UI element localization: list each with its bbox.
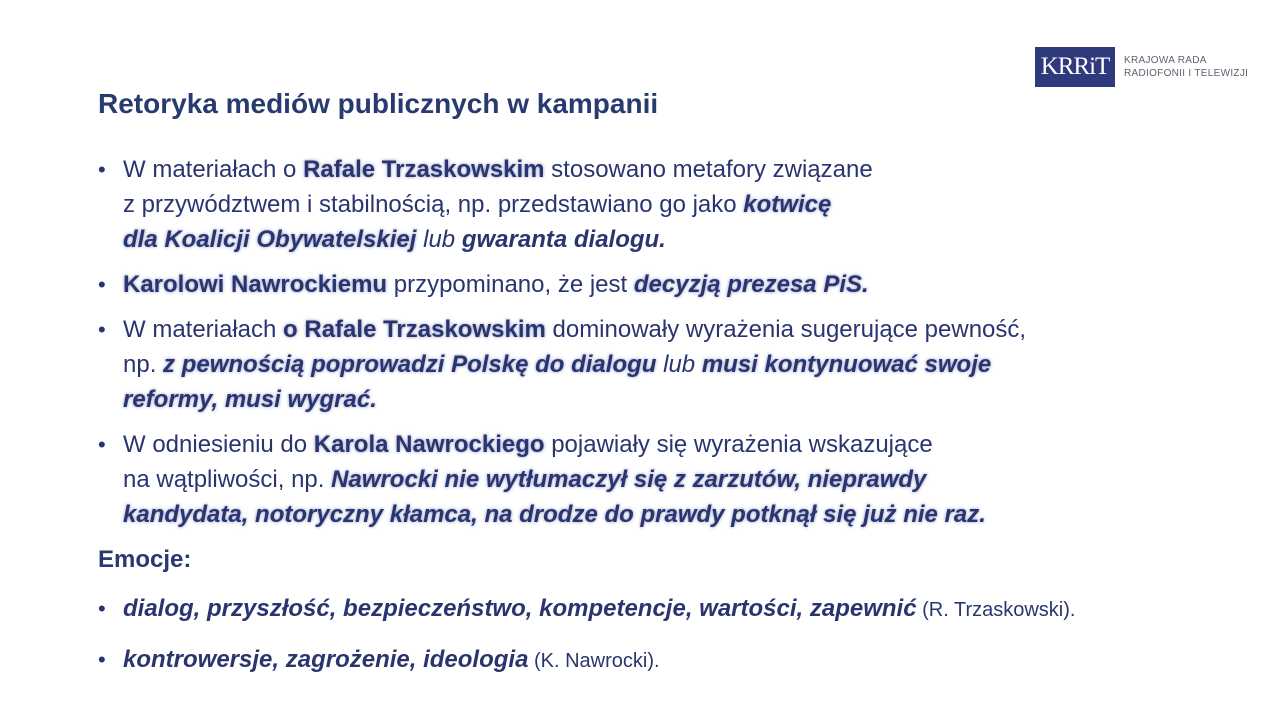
bullet-3-text-1: W materiałach [123,316,284,343]
bullet-4-text-2: pojawiały się wyrażenia wskazujące [544,431,933,458]
bullet-item-3 [98,312,1248,417]
emotions-heading: Emocje: [98,546,192,573]
slide-title: Retoryka mediów publicznych w kampanii [98,88,659,119]
logo-text-line-2: RADIOFONII I TELEWIZJI [1124,68,1249,79]
bullet-3-text-2: dominowały wyrażenia sugerujące pewność, [545,316,1027,343]
bullet-4-quote-1: Nawrocki nie wytłumaczył się z zarzutów, nieprawdy [331,466,927,493]
bullet-1-text-3: z przywództwem i stabilnością, np. przedstawiano go jako [123,191,744,218]
bullet-2-quote: decyzją prezesa PiS. [633,271,869,298]
emotions-1-words: dialog, przyszłość, bezpieczeństwo, kompetencje, wartości, zapewnić [123,595,917,622]
bullet-1-name: Rafale Trzaskowskim [303,156,545,183]
bullet-4-name: Karola Nawrockiego [313,431,545,458]
bullet-3-name: o Rafale Trzaskowskim [283,316,546,343]
bullet-item-4 [98,427,1248,532]
emotions-1-attribution: (R. Trzaskowski). [916,599,1076,621]
logo-text-line-1: KRAJOWA RADA [1124,55,1207,66]
slide-content [98,152,1248,693]
bullet-4-quote-2: kandydata, notoryczny kłamca, na drodze do prawdy potknął się już nie raz. [123,501,986,528]
emotions-item-1 [98,591,1248,628]
krrit-logo-text [1124,54,1248,80]
emotions-item-2 [98,642,1248,679]
bullet-2-name: Karolowi Nawrockiemu [123,271,388,298]
bullet-item-2 [98,267,1248,302]
bullet-1-text-2: stosowano metafory związane [544,156,873,183]
bullet-4-text-3: na wątpliwości, np. [123,466,332,493]
bullet-1-text-1: W materiałach o [123,156,304,183]
bullet-1-quote-1: kotwicę [743,191,832,218]
bullet-3-quote-3: reformy, musi wygrać. [123,386,377,413]
bullet-1-quote-2: dla Koalicji Obywatelskiej [123,226,417,253]
krrit-logo [1035,47,1248,87]
bullet-3-text-3: np. [123,351,164,378]
bullet-3-quote-1: z pewnością poprowadzi Polskę do dialogu [163,351,657,378]
bullet-1-conjunction: lub [416,226,462,253]
emotions-2-words: kontrowersje, zagrożenie, ideologia [123,646,529,673]
bullet-1-quote-3: gwaranta dialogu. [461,226,666,253]
bullet-4-text-1: W odniesieniu do [123,431,314,458]
bullet-2-text: przypominano, że jest [387,271,634,298]
bullet-3-quote-2: musi kontynuować swoje [701,351,992,378]
bullet-item-1 [98,152,1248,257]
bullet-3-conjunction: lub [656,351,702,378]
emotions-2-attribution: (K. Nawrocki). [528,650,660,672]
krrit-logo-mark: KRRiT [1035,47,1115,87]
